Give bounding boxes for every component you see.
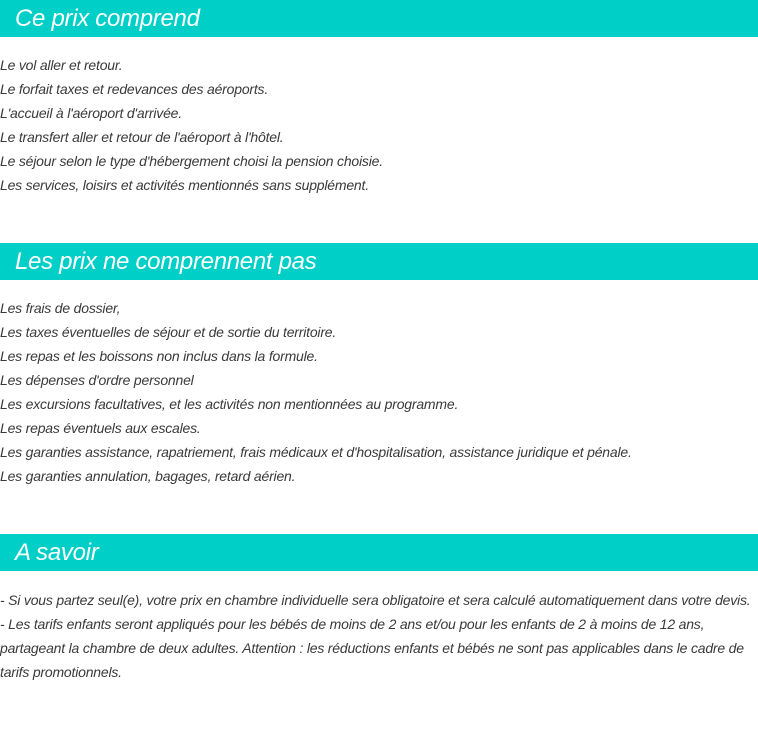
section-title: Ce prix comprend xyxy=(15,4,200,32)
excludes-list xyxy=(0,296,758,488)
list-item: Le séjour selon le type d'hébergement choisi la pension choisie. xyxy=(0,153,383,169)
section-price-includes xyxy=(0,0,758,197)
list-item: Les services, loisirs et activités mentionnés sans supplément. xyxy=(0,177,369,193)
section-title: A savoir xyxy=(15,538,99,566)
section-header xyxy=(0,243,758,280)
section-price-excludes xyxy=(0,243,758,488)
list-item: Les repas éventuels aux escales. xyxy=(0,420,201,436)
list-item: Les repas et les boissons non inclus dans la formule. xyxy=(0,348,318,364)
info-body xyxy=(0,588,758,684)
section-title: Les prix ne comprennent pas xyxy=(15,247,317,275)
section-good-to-know xyxy=(0,534,758,684)
list-item: Les frais de dossier, xyxy=(0,300,121,316)
list-item: Le transfert aller et retour de l'aéroport à l'hôtel. xyxy=(0,129,284,145)
list-item: Les excursions facultatives, et les activités non mentionnées au programme. xyxy=(0,396,459,412)
info-paragraph: - Les tarifs enfants seront appliqués pour les bébés de moins de 2 ans et/ou pour les enfants de 2 à moins de 12 ans, partageant la chambre de deux adultes. Attention : les réductions enfants et bébés ne sont pas applicables dans le cadre de tarifs promotionnels. xyxy=(0,616,744,680)
includes-list xyxy=(0,53,758,197)
list-item: Le forfait taxes et redevances des aéroports. xyxy=(0,81,269,97)
section-header xyxy=(0,534,758,571)
list-item: L'accueil à l'aéroport d'arrivée. xyxy=(0,105,182,121)
list-item: Les dépenses d'ordre personnel xyxy=(0,372,194,388)
list-item: Les garanties annulation, bagages, retard aérien. xyxy=(0,468,296,484)
info-paragraph: - Si vous partez seul(e), votre prix en chambre individuelle sera obligatoire et sera calculé automatiquement dans votre devis. xyxy=(0,592,751,608)
list-item: Le vol aller et retour. xyxy=(0,57,123,73)
section-header xyxy=(0,0,758,37)
list-item: Les garanties assistance, rapatriement, frais médicaux et d'hospitalisation, assistance juridique et pénale. xyxy=(0,444,632,460)
list-item: Les taxes éventuelles de séjour et de sortie du territoire. xyxy=(0,324,337,340)
